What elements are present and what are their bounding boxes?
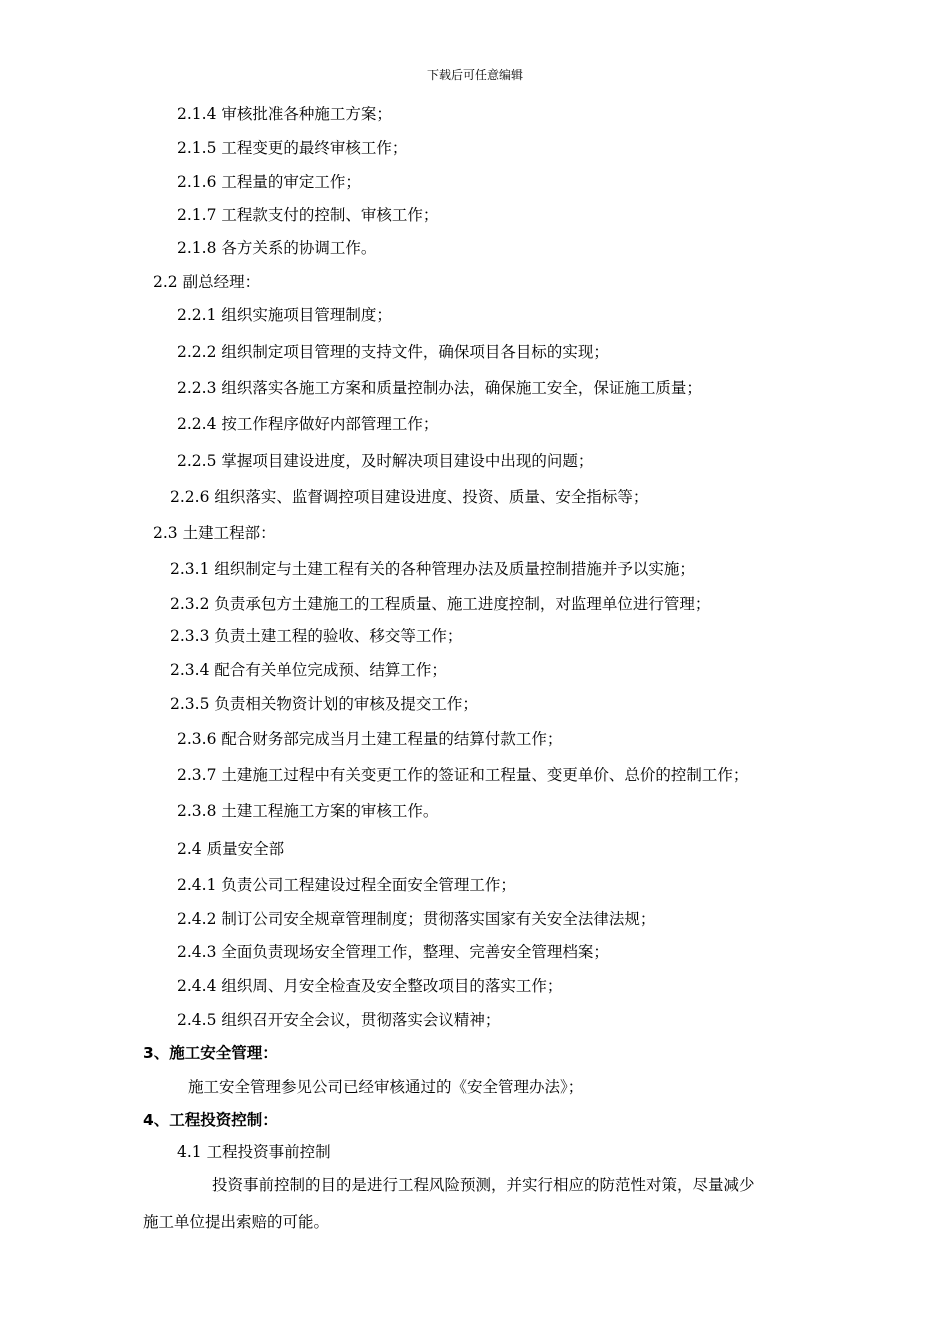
text-line: 2.3.6 配合财务部完成当月土建工程量的结算付款工作； — [177, 730, 563, 748]
text-line: 2.2.2 组织制定项目管理的支持文件，确保项目各目标的实现； — [177, 343, 609, 361]
chapter-heading: 3、施工安全管理： — [143, 1044, 278, 1062]
text-line: 2.3.7 土建施工过程中有关变更工作的签证和工程量、变更单价、总价的控制工作； — [177, 766, 749, 784]
paragraph-line: 投资事前控制的目的是进行工程风险预测，并实行相应的防范性对策，尽量减少 — [212, 1176, 755, 1194]
text-line: 2.2.4 按工作程序做好内部管理工作； — [177, 415, 439, 433]
text-line: 2.4.1 负责公司工程建设过程全面安全管理工作； — [177, 876, 516, 894]
header-note: 下载后可任意编辑 — [426, 68, 523, 82]
paragraph-line: 施工单位提出索赔的可能。 — [143, 1213, 330, 1231]
section-heading: 4.1 工程投资事前控制 — [177, 1143, 331, 1161]
text-line: 2.3.8 土建工程施工方案的审核工作。 — [177, 802, 439, 820]
text-line: 2.2.1 组织实施项目管理制度； — [177, 306, 392, 324]
section-heading: 2.3 土建工程部： — [153, 524, 276, 542]
text-line: 2.2.6 组织落实、监督调控项目建设进度、投资、质量、安全指标等； — [170, 488, 649, 506]
text-line: 2.3.3 负责土建工程的验收、移交等工作； — [170, 627, 463, 645]
text-line: 2.4.4 组织周、月安全检查及安全整改项目的落实工作； — [177, 977, 563, 995]
text-line: 2.4.5 组织召开安全会议，贯彻落实会议精神； — [177, 1011, 501, 1029]
chapter-heading: 4、工程投资控制： — [143, 1111, 278, 1129]
text-line: 2.1.8 各方关系的协调工作。 — [177, 239, 377, 257]
text-line: 2.3.2 负责承包方土建施工的工程质量、施工进度控制，对监理单位进行管理； — [170, 595, 711, 613]
text-line: 2.1.6 工程量的审定工作； — [177, 173, 361, 191]
section-heading: 2.2 副总经理： — [153, 273, 261, 291]
text-line: 2.2.3 组织落实各施工方案和质量控制办法，确保施工安全，保证施工质量； — [177, 379, 702, 397]
text-line: 2.3.5 负责相关物资计划的审核及提交工作； — [170, 695, 478, 713]
text-line: 2.1.4 审核批准各种施工方案； — [177, 105, 392, 123]
section-heading: 2.4 质量安全部 — [177, 840, 285, 858]
text-line: 2.4.3 全面负责现场安全管理工作，整理、完善安全管理档案； — [177, 943, 609, 961]
text-line: 2.2.5 掌握项目建设进度，及时解决项目建设中出现的问题； — [177, 452, 594, 470]
text-line: 2.3.4 配合有关单位完成预、结算工作； — [170, 661, 447, 679]
text-line: 2.1.7 工程款支付的控制、审核工作； — [177, 206, 439, 224]
text-line: 施工安全管理参见公司已经审核通过的《安全管理办法》； — [188, 1078, 584, 1096]
text-line: 2.4.2 制订公司安全规章管理制度；贯彻落实国家有关安全法律法规； — [177, 910, 656, 928]
text-line: 2.3.1 组织制定与土建工程有关的各种管理办法及质量控制措施并予以实施； — [170, 560, 695, 578]
text-line: 2.1.5 工程变更的最终审核工作； — [177, 139, 408, 157]
